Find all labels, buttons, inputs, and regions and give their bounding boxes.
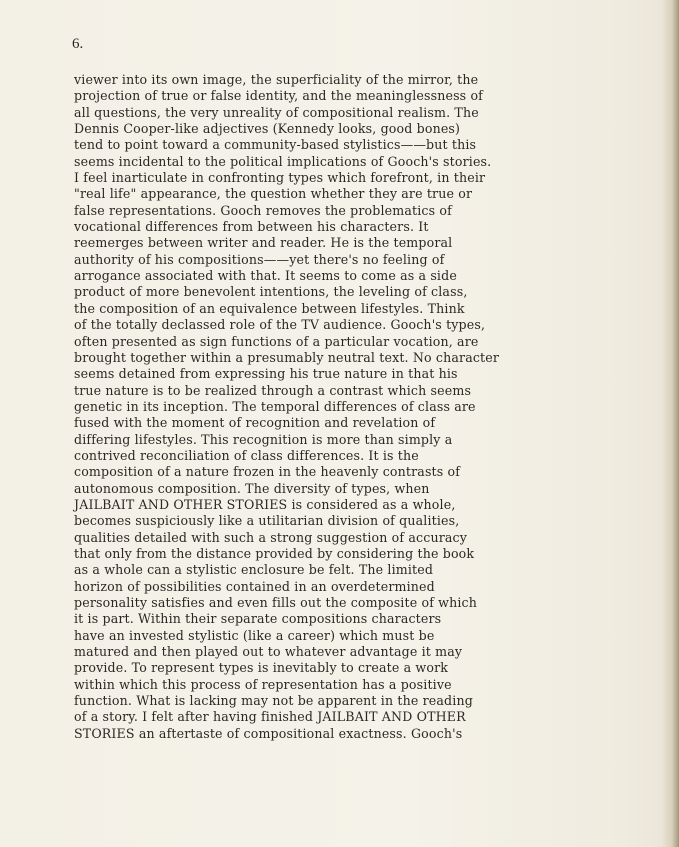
text-line: becomes suspiciously like a utilitarian division of qualities,	[74, 513, 460, 529]
text-line: of a story. I felt after having finished JAILBAIT AND OTHER	[74, 709, 466, 725]
text-line: have an invested stylistic (like a career) which must be	[74, 627, 435, 643]
text-line: often presented as sign functions of a particular vocation, are	[74, 333, 479, 349]
text-line: provide. To represent types is inevitably to create a work	[74, 660, 449, 676]
text-line: as a whole can a stylistic enclosure be felt. The limited	[74, 562, 434, 578]
text-line: authority of his compositions——yet there's no feeling of	[74, 251, 445, 267]
text-line: matured and then played out to whatever advantage it may	[74, 644, 463, 660]
text-line: I feel inarticulate in confronting types which forefront, in their	[74, 170, 486, 186]
text-line: seems incidental to the political implications of Gooch's stories.	[74, 153, 492, 169]
text-line: viewer into its own image, the superficiality of the mirror, the	[74, 72, 479, 87]
body-text	[74, 72, 634, 742]
text-line: tend to point toward a community-based stylistics——but this	[74, 137, 477, 153]
text-line: fused with the moment of recognition and revelation of	[74, 415, 436, 431]
text-line: personality satisfies and even fills out the composite of which	[74, 595, 477, 610]
page-number: 6.	[72, 36, 84, 52]
text-line: of the totally declassed role of the TV audience. Gooch's types,	[74, 317, 486, 333]
text-line: contrived reconciliation of class differences. It is the	[74, 447, 419, 463]
text-line: projection of true or false identity, and the meaninglessness of	[74, 88, 483, 104]
text-line: true nature is to be realized through a contrast which seems	[74, 382, 472, 398]
text-line: the composition of an equivalence between lifestyles. Think	[74, 300, 465, 316]
text-line: "real life" appearance, the question whether they are true or	[74, 186, 473, 202]
text-line: reemerges between writer and reader. He is the temporal	[74, 235, 453, 251]
text-line: genetic in its inception. The temporal differences of class are	[74, 398, 476, 414]
text-line: function. What is lacking may not be apparent in the reading	[74, 693, 473, 709]
text-line: all questions, the very unreality of compositional realism. The	[74, 104, 479, 120]
page-edge-shadow	[661, 0, 679, 847]
text-line: arrogance associated with that. It seems to come as a side	[74, 268, 457, 284]
text-line: vocational differences from between his characters. It	[74, 219, 429, 235]
text-line: differing lifestyles. This recognition is more than simply a	[74, 431, 453, 447]
text-line: false representations. Gooch removes the problematics of	[74, 202, 452, 218]
text-line: within which this process of representation has a positive	[74, 676, 452, 692]
text-line: autonomous composition. The diversity of types, when	[74, 480, 430, 496]
text-line: composition of a nature frozen in the heavenly contrasts of	[74, 464, 461, 480]
text-line: seems detained from expressing his true nature in that his	[74, 366, 458, 382]
text-line: horizon of possibilities contained in an overdetermined	[74, 578, 435, 594]
text-line: JAILBAIT AND OTHER STORIES is considered as a whole,	[74, 496, 456, 512]
text-line: qualities detailed with such a strong suggestion of accuracy	[74, 529, 468, 545]
text-line: brought together within a presumably neutral text. No character	[74, 349, 500, 365]
text-line: that only from the distance provided by considering the book	[74, 545, 475, 561]
text-line: product of more benevolent intentions, the leveling of class,	[74, 284, 468, 300]
text-line: STORIES an aftertaste of compositional exactness. Gooch's	[74, 725, 463, 741]
text-line: Dennis Cooper-like adjectives (Kennedy looks, good bones)	[74, 121, 461, 137]
text-line: it is part. Within their separate compositions characters	[74, 611, 442, 627]
